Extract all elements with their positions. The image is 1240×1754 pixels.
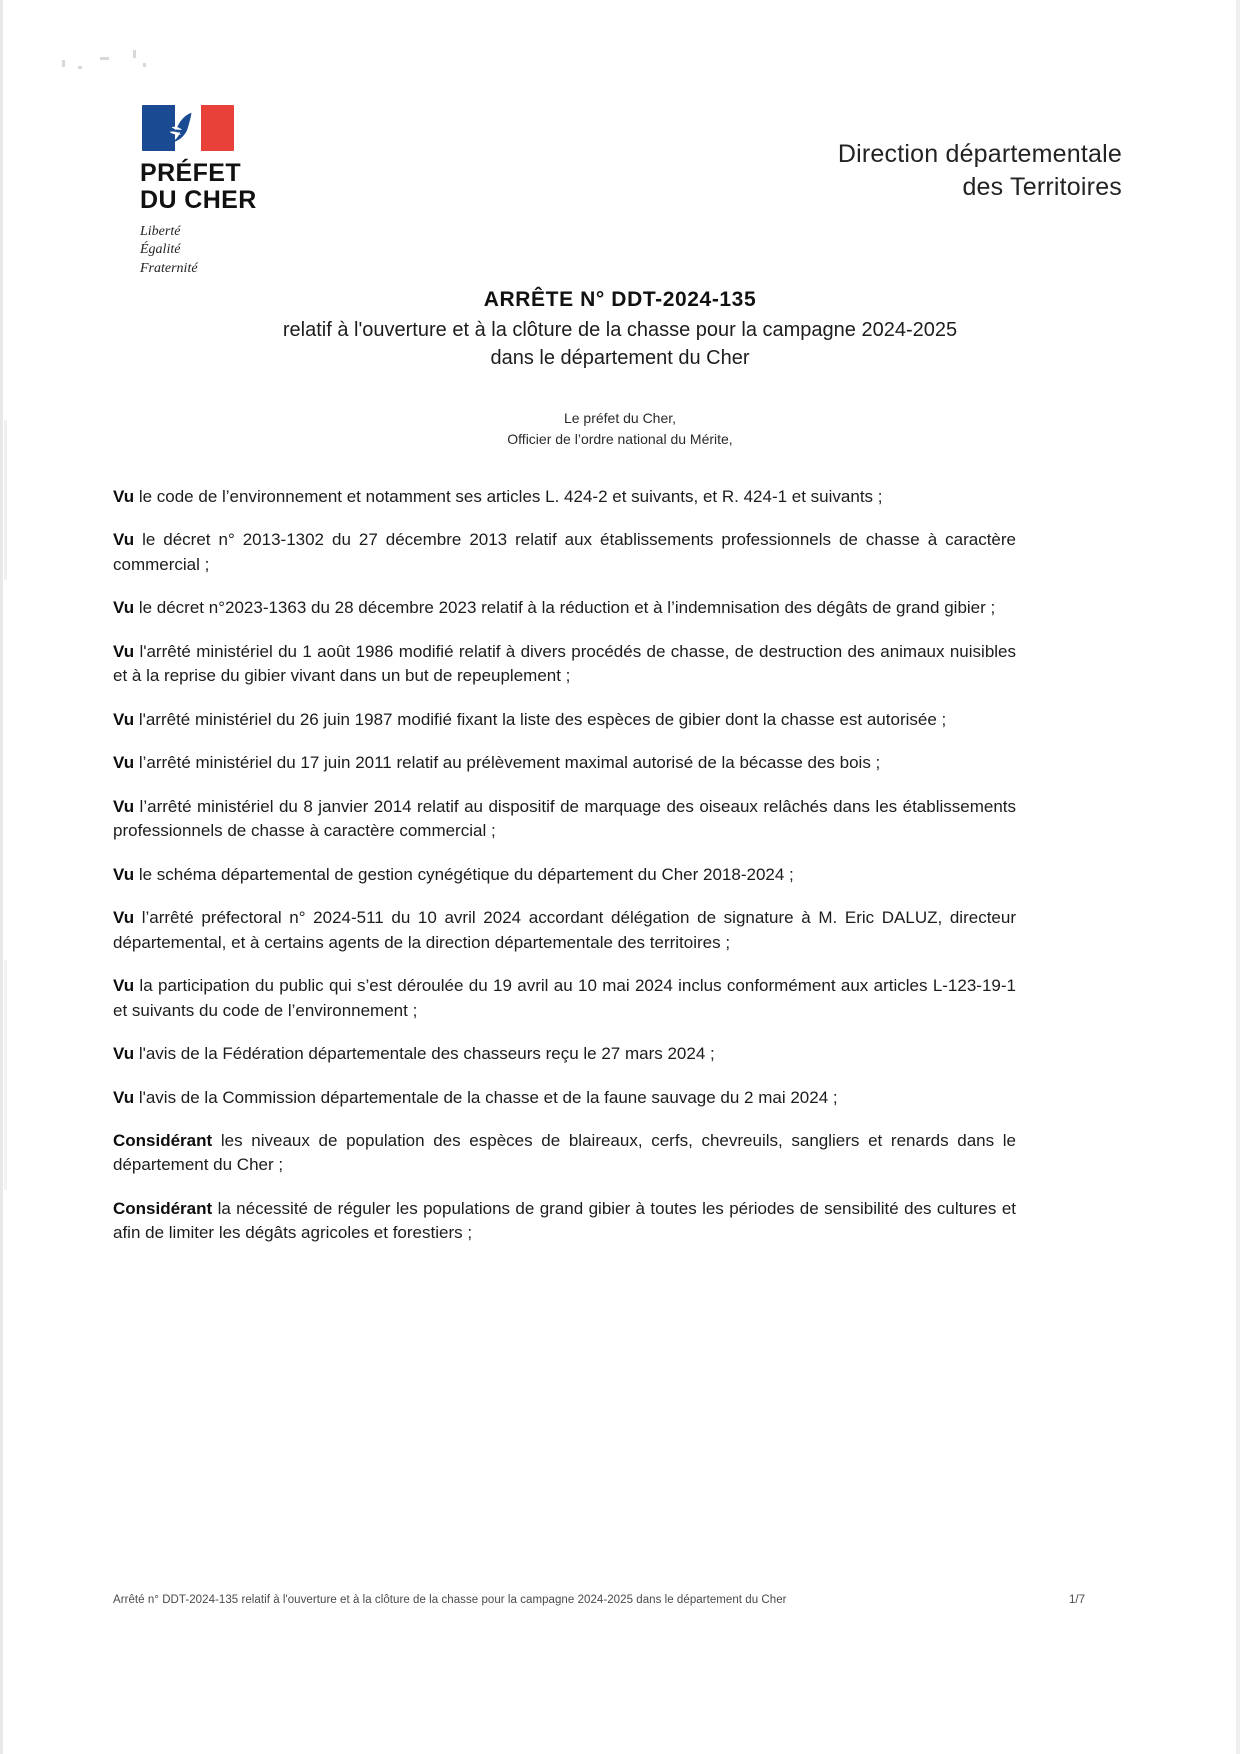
service-title-line2: des Territoires [962, 173, 1122, 201]
clause-paragraph [113, 795, 1016, 844]
clause-text: la nécessité de réguler les populations de grand gibier à toutes les périodes de sensibilité des cultures et afin de limiter les dégâts agricoles et forestiers ; [113, 1198, 1016, 1243]
clause-text: le schéma départemental de gestion cynégétique du département du Cher 2018-2024 ; [134, 864, 794, 884]
prefecture-name [140, 160, 400, 214]
clause-lead: Vu [113, 976, 135, 996]
republic-motto [140, 223, 400, 278]
clause-lead: Considérant [113, 1198, 213, 1218]
service-title [838, 138, 1122, 204]
clause-lead: Vu [113, 1087, 135, 1107]
clause-text: l'arrêté ministériel du 1 août 1986 modifié relatif à divers procédés de chasse, de destruction des animaux nuisibles et à la reprise du gibier vivant dans un but de repeuplement ; [113, 641, 1016, 686]
document-number: ARRÊTE N° DDT-2024-135 [483, 288, 757, 311]
motto-fraternite: Fraternité [140, 260, 198, 276]
clause-text: l'arrêté ministériel du 26 juin 1987 modifié fixant la liste des espèces de gibier dont la chasse est autorisée ; [134, 709, 947, 729]
clause-paragraph [113, 708, 1016, 732]
footer-note: Arrêté n° DDT-2024-135 relatif à l'ouverture et à la clôture de la chasse pour la campagne 2024-2025 dans le département du Cher [113, 1594, 787, 1606]
clause-paragraph [113, 640, 1016, 689]
flag-red-band [201, 105, 234, 151]
clause-text: le décret n°2023-1363 du 28 décembre 2023 relatif à la réduction et à l’indemnisation des dégâts de grand gibier ; [134, 598, 996, 618]
clause-lead: Vu [113, 641, 135, 661]
motto-egalite: Égalité [140, 242, 181, 258]
clause-lead: Vu [113, 709, 135, 729]
clause-paragraph [113, 751, 1016, 775]
document-body [113, 485, 1016, 1265]
prefecture-name-line2: DU CHER [140, 186, 257, 214]
clause-lead: Vu [113, 598, 135, 618]
clause-paragraph [113, 863, 1016, 887]
clause-paragraph [113, 596, 1016, 620]
clause-text: la participation du public qui s’est déroulée du 19 avril au 10 mai 2024 inclus conformément aux articles L-123-19-1 et suivants du code de l’environnement ; [113, 976, 1016, 1020]
clause-paragraph [113, 906, 1016, 955]
clause-lead: Vu [113, 530, 135, 550]
clause-lead: Vu [113, 753, 135, 773]
signer-distinction: Officier de l’ordre national du Mérite, [507, 431, 733, 448]
page-footer [113, 1594, 1123, 1606]
clause-paragraph [113, 485, 1016, 509]
clause-paragraph [113, 1086, 1016, 1110]
document-subtitle-line2: dans le département du Cher [490, 347, 750, 370]
clause-text: l’arrêté ministériel du 17 juin 2011 relatif au prélèvement maximal autorisé de la bécasse des bois ; [134, 753, 881, 773]
clause-text: le décret n° 2013-1302 du 27 décembre 2013 relatif aux établissements professionnels de chasse à caractère commercial ; [113, 530, 1016, 574]
clause-lead: Vu [113, 864, 135, 884]
scan-speck [4, 420, 7, 580]
clause-lead: Vu [113, 908, 135, 928]
clause-paragraph [113, 974, 1016, 1023]
clause-text: l’arrêté préfectoral n° 2024-511 du 10 avril 2024 accordant délégation de signature à M. Eric DALUZ, directeur départemental, et à certains agents de la direction départementale des territoires ; [113, 908, 1016, 952]
scan-speck [4, 960, 7, 1190]
service-title-line1: Direction départementale [837, 140, 1122, 168]
clause-text: le code de l’environnement et notamment ses articles L. 424-2 et suivants, et R. 424-1 et suivants ; [134, 487, 883, 506]
clause-paragraph [113, 528, 1016, 577]
clause-lead: Considérant [113, 1130, 213, 1150]
clause-lead: Vu [113, 796, 135, 816]
prefecture-logo-block [140, 105, 400, 278]
clause-text: les niveaux de population des espèces de blaireaux, cerfs, chevreuils, sangliers et renards dans le département du Cher ; [113, 1130, 1016, 1175]
marianne-icon [163, 109, 201, 147]
clause-lead: Vu [113, 487, 135, 506]
document-subtitle-line1: relatif à l'ouverture et à la clôture de la chasse pour la campagne 2024-2025 [282, 319, 958, 341]
motto-liberte: Liberté [140, 224, 181, 239]
signer-block [120, 408, 1120, 451]
clause-paragraph [113, 1129, 1016, 1178]
clause-paragraph [113, 1197, 1016, 1246]
document-title-block [120, 288, 1120, 373]
clause-text: l’arrêté ministériel du 8 janvier 2014 relatif au dispositif de marquage des oiseaux relâchés dans les établissements professionnels de chasse à caractère commercial ; [113, 796, 1016, 841]
clause-paragraph [113, 1042, 1016, 1066]
clause-text: l'avis de la Commission départementale de la chasse et de la faune sauvage du 2 mai 2024 ; [134, 1087, 838, 1107]
flag-white-band [175, 105, 201, 151]
clause-lead: Vu [113, 1044, 135, 1064]
prefecture-name-line1: PRÉFET [140, 159, 242, 187]
footer-page-number: 1/7 [1069, 1594, 1085, 1606]
clause-text: l'avis de la Fédération départementale des chasseurs reçu le 27 mars 2024 ; [134, 1044, 715, 1064]
page-header [0, 0, 1240, 276]
french-flag-icon [142, 105, 234, 151]
signer-title: Le préfet du Cher, [563, 410, 677, 426]
